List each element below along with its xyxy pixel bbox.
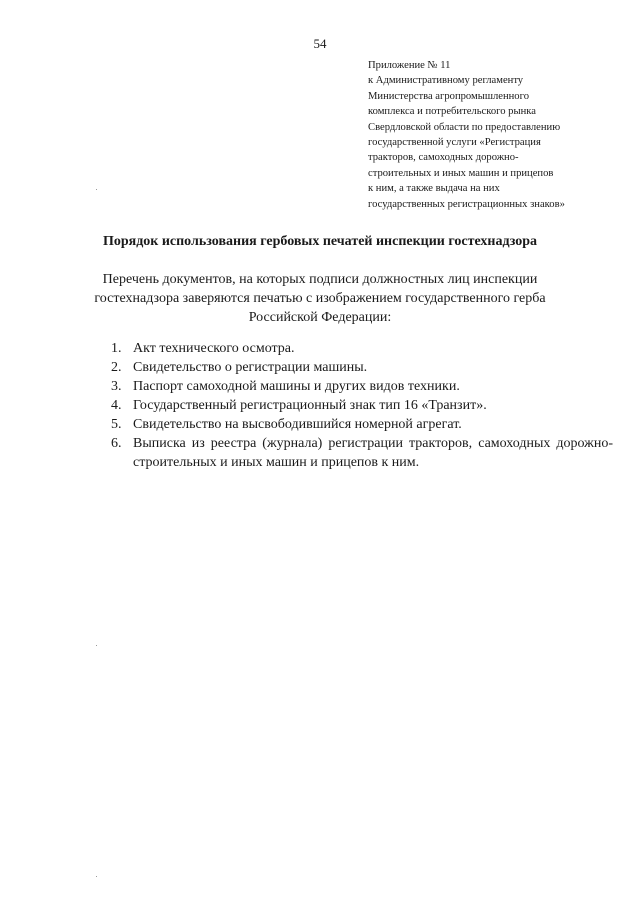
page-number: 54: [313, 36, 327, 51]
annex-line: Министерства агропромышленного: [368, 90, 529, 102]
document-title: Порядок использования гербовых печатей инспекции гостехнадзора: [102, 234, 538, 249]
list-item-number: 4.: [111, 398, 122, 413]
list-item-text: Акт технического осмотра.: [133, 341, 295, 356]
list-item-text: Паспорт самоходной машины и других видов техники.: [133, 379, 460, 394]
list-item-number: 5.: [111, 417, 122, 432]
document-list: [111, 339, 613, 472]
annex-line: к ним, а также выдача на них: [368, 183, 500, 195]
list-item-text: Свидетельство о регистрации машины.: [133, 360, 368, 375]
list-item: [111, 415, 613, 434]
annex-line: к Административному регламенту: [368, 75, 524, 87]
list-item: [111, 339, 613, 358]
list-item: [111, 358, 613, 377]
scan-speck: [96, 645, 97, 646]
list-item-number: 2.: [111, 360, 122, 375]
annex-header: [368, 58, 630, 212]
list-item: [111, 434, 613, 472]
list-item-number: 3.: [111, 379, 122, 394]
list-item: [111, 377, 613, 396]
intro-paragraph: [0, 270, 640, 327]
list-item-text: Свидетельство на высвободившийся номерной агрегат.: [133, 417, 462, 432]
intro-line: Перечень документов, на которых подписи должностных лиц инспекции: [102, 272, 538, 287]
list-item-text: Выписка из реестра (журнала) регистрации тракторов, самоходных дорожно-строительных и иных машин и прицепов к ним.: [133, 436, 613, 470]
intro-line: Российской Федерации:: [248, 310, 392, 325]
list-item: [111, 396, 613, 415]
list-item-text: Государственный регистрационный знак тип 16 «Транзит».: [133, 398, 487, 413]
annex-line: комплекса и потребительского рынка: [368, 106, 536, 118]
annex-line: тракторов, самоходных дорожно-: [368, 152, 519, 164]
annex-line: государственной услуги «Регистрация: [368, 137, 541, 149]
annex-line: Приложение № 11: [368, 60, 451, 71]
annex-line: государственных регистрационных знаков»: [368, 198, 565, 210]
list-item-number: 6.: [111, 436, 122, 451]
scan-speck: [96, 876, 97, 877]
annex-line: строительных и иных машин и прицепов: [368, 167, 554, 179]
scan-speck: [96, 189, 97, 190]
annex-line: Свердловской области по предоставлению: [368, 121, 561, 133]
intro-line: гостехнадзора заверяются печатью с изображением государственного герба: [94, 291, 546, 306]
list-item-number: 1.: [111, 341, 122, 356]
